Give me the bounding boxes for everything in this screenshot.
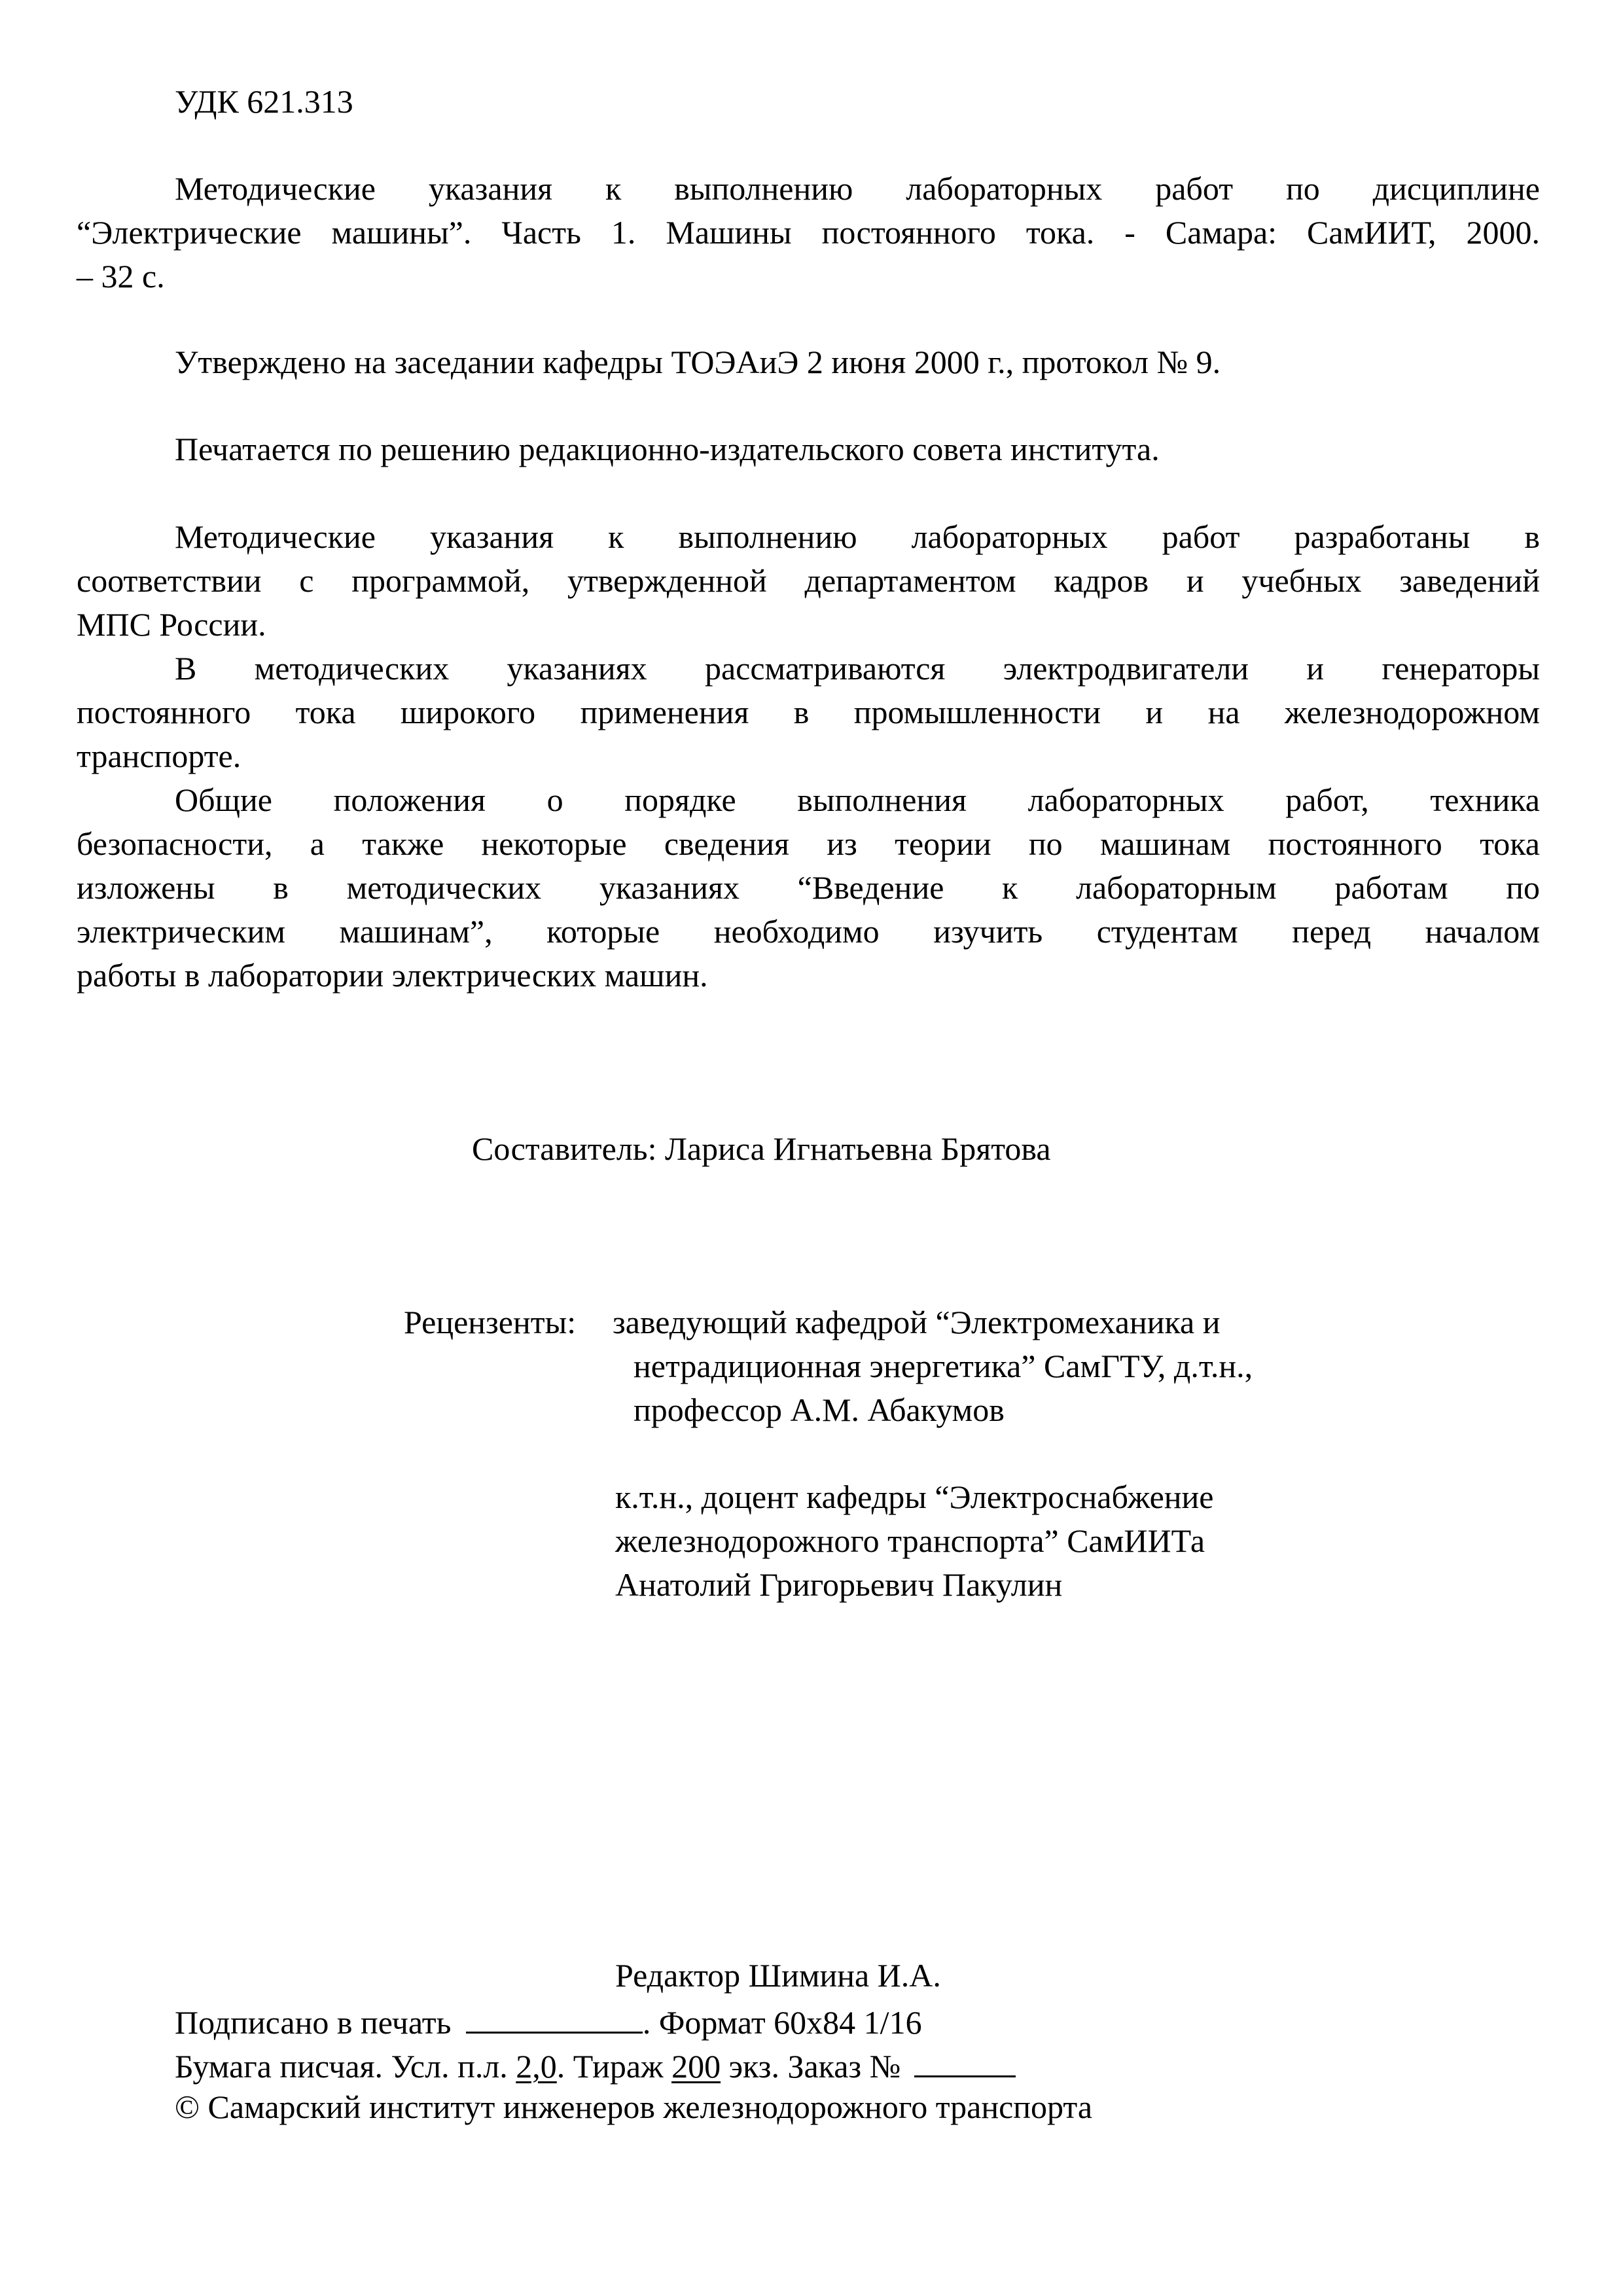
signed-date-blank: [466, 1998, 643, 2034]
publisher: © Самарский институт инженеров железнодорожного транспорта: [175, 2089, 1093, 2125]
approval-note: Утверждено на заседании кафедры ТОЭАиЭ 2 июня 2000 г., протокол № 9.: [175, 344, 1221, 380]
reviewer-1-line: заведующий кафедрой “Электромеханика и: [613, 1304, 1221, 1340]
udc-code: УДК 621.313: [175, 83, 353, 120]
annotation-line: безопасности, а также некоторые сведения из теории по машинам постоянного тока: [77, 825, 1540, 862]
citation: [77, 167, 1540, 298]
annotation-line: изложены в методических указаниях “Введение к лабораторным работам по: [77, 869, 1540, 906]
format-info: . Формат 60x84 1/16: [642, 2004, 922, 2041]
paper-info: [175, 2041, 1016, 2089]
annotation-line: Общие положения о порядке выполнения лабораторных работ, техника: [175, 781, 1540, 818]
reviewers-label: Рецензенты:: [404, 1304, 577, 1340]
annotation-line: МПС России.: [77, 606, 266, 643]
annotation-line: Методические указания к выполнению лабораторных работ разработаны в: [175, 518, 1540, 555]
reviewer-1-line: профессор А.М. Абакумов: [633, 1391, 1005, 1428]
annotation-line: работы в лаборатории электрических машин.: [77, 957, 708, 994]
annotation: [77, 515, 1540, 997]
order-label: экз. Заказ №: [721, 2048, 909, 2085]
annotation-line: транспорте.: [77, 738, 241, 774]
reviewer-2-line: к.т.н., доцент кафедры “Электроснабжение: [615, 1479, 1214, 1515]
circulation-count: 200: [671, 2048, 721, 2085]
paper-label: Бумага писчая. Усл. п.л.: [175, 2048, 516, 2085]
citation-line: “Электрические машины”. Часть 1. Машины постоянного тока. - Самара: СамИИТ, 2000.: [77, 214, 1540, 251]
citation-line: – 32 с.: [77, 258, 165, 295]
annotation-line: соответствии с программой, утвержденной департаментом кадров и учебных заведений: [77, 562, 1540, 599]
order-number-blank: [914, 2041, 1016, 2077]
reviewer-2-line: Анатолий Григорьевич Пакулин: [615, 1566, 1063, 1603]
printed-sheets: 2,0: [516, 2048, 557, 2085]
circulation-label: . Тираж: [556, 2048, 672, 2085]
editor: Редактор Шимина И.А.: [615, 1957, 941, 1994]
citation-line: Методические указания к выполнению лабораторных работ по дисциплине: [175, 170, 1540, 207]
publication-decision: Печатается по решению редакционно-издательского совета института.: [175, 431, 1160, 467]
signed-to-print: [175, 1998, 922, 2045]
annotation-line: постоянного тока широкого применения в промышленности и на железнодорожном: [77, 694, 1540, 730]
compiler: Составитель: Лариса Игнатьевна Брятова: [472, 1130, 1051, 1167]
annotation-line: В методических указаниях рассматриваются электродвигатели и генераторы: [175, 650, 1540, 687]
signed-label: Подписано в печать: [175, 2004, 452, 2041]
reviewer-2-line: железнодорожного транспорта” СамИИТа: [615, 1522, 1205, 1559]
annotation-line: электрическим машинам”, которые необходимо изучить студентам перед началом: [77, 913, 1540, 950]
reviewer-1-line: нетрадиционная энергетика” СамГТУ, д.т.н.,: [633, 1348, 1253, 1384]
